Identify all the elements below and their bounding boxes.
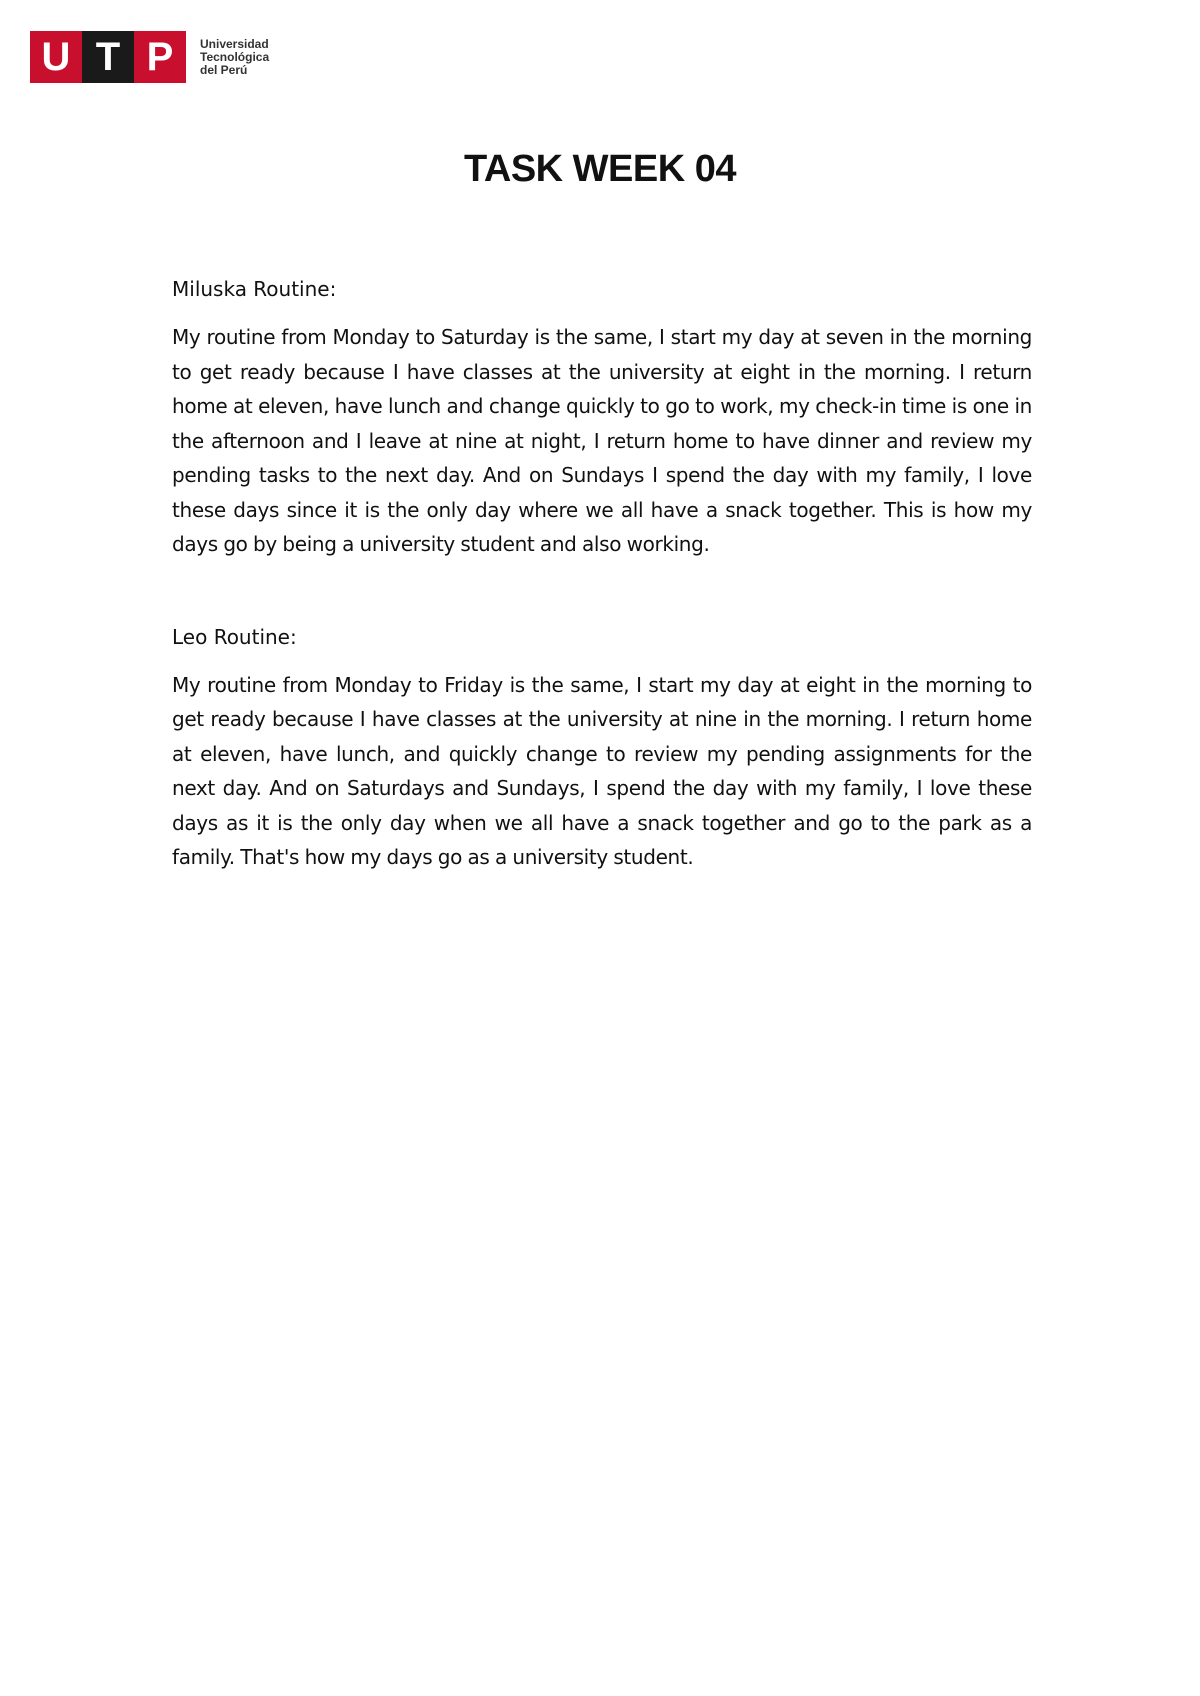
logo-text-line-3: del Perú	[200, 62, 248, 77]
logo-letter-u: U	[30, 31, 82, 83]
routine-section-miluska	[172, 272, 1032, 562]
logo-text-line-2: Tecnológica	[200, 49, 270, 64]
section-heading: Miluska Routine:	[172, 277, 337, 301]
routine-section-leo	[172, 620, 1032, 875]
logo-letter-p: P	[134, 31, 186, 83]
logo-mark	[30, 31, 186, 83]
logo-letter-t: T	[82, 31, 134, 83]
logo-wordmark	[200, 38, 269, 77]
document-title: TASK WEEK 04	[463, 148, 736, 190]
university-logo	[30, 31, 269, 83]
document-body	[172, 272, 1032, 875]
section-paragraph: My routine from Monday to Friday is the same, I start my day at eight in the morning to get ready because I have classes at the university at nine in the morning. I return home at eleven, have lunch, and quickly change to review my pending assignments for the next day. And on Saturdays and Sundays, I spend the day with my family, I love these days as it is the only day when we all have a snack together and go to the park as a family. That's how my days go as a university student.	[172, 672, 1032, 869]
section-paragraph: My routine from Monday to Saturday is the same, I start my day at seven in the morning to get ready because I have classes at the university at eight in the morning. I return home at eleven, have lunch and change quickly to go to work, my check-in time is one in the afternoon and I leave at nine at night, I return home to have dinner and review my pending tasks to the next day. And on Sundays I spend the day with my family, I love these days since it is the only day where we all have a snack together. This is how my days go by being a university student and also working.	[172, 325, 1032, 556]
section-heading: Leo Routine:	[172, 624, 297, 649]
logo-text-line-1: Universidad	[200, 36, 269, 51]
